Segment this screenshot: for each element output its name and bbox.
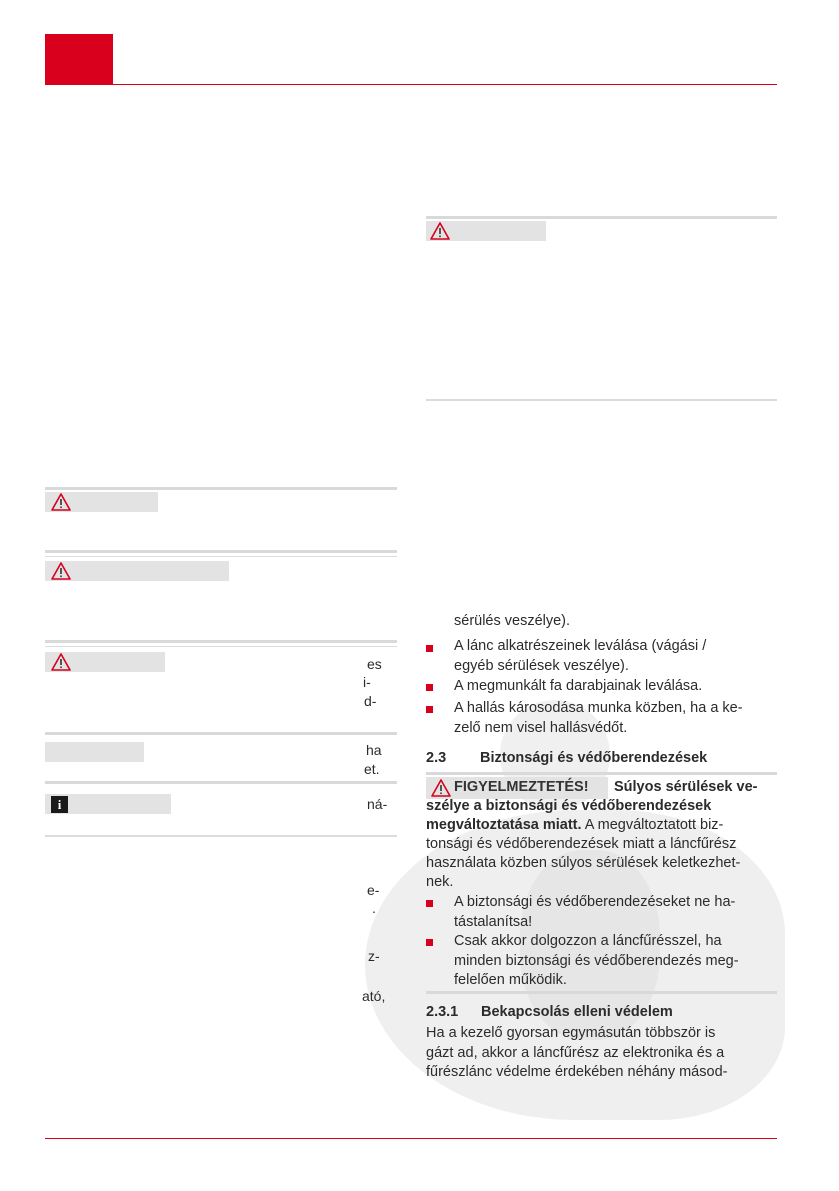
warning-normal-4: nek. bbox=[426, 874, 454, 890]
warning-triangle-icon bbox=[51, 493, 71, 511]
warning-triangle-icon bbox=[51, 653, 71, 671]
left-box4-label bbox=[45, 742, 144, 762]
paragraph-line: Ha a kezelő gyorsan egymásután többször is bbox=[426, 1025, 716, 1041]
left-box2-rule-thin bbox=[45, 556, 397, 557]
warning-box-bottom-rule bbox=[426, 399, 777, 401]
warning-normal-3: használata közben súlyos sérülések keletkezhet- bbox=[426, 855, 741, 871]
bullet-marker bbox=[426, 939, 433, 946]
info-icon: i bbox=[51, 796, 68, 813]
warning-bold-text-3: megváltoztatása miatt. bbox=[426, 817, 582, 833]
left-fragment: i- bbox=[363, 674, 371, 690]
bullet-text: A megmunkált fa darabjainak leválása. bbox=[454, 678, 703, 694]
bullet-marker bbox=[426, 684, 433, 691]
warning-triangle-icon bbox=[51, 562, 71, 580]
bullet-text: Csak akkor dolgozzon a láncfűrésszel, ha minden biztonsági és védőberendezés meg- felelően működik. bbox=[454, 933, 739, 988]
warning-rule-bottom bbox=[426, 991, 777, 994]
bullet-text: A hallás károsodása munka közben, ha a ke- zelő nem visel hallásvédőt. bbox=[454, 700, 743, 736]
left-fragment: z- bbox=[368, 948, 380, 964]
left-fragment: . bbox=[372, 900, 376, 916]
left-fragment: d- bbox=[364, 693, 377, 709]
bullet-marker bbox=[426, 706, 433, 713]
left-box5-bottom-rule bbox=[45, 835, 397, 837]
warning-bold-text-2: szélye a biztonsági és védőberendezések bbox=[426, 798, 712, 814]
bullet-marker bbox=[426, 900, 433, 907]
left-fragment: ató, bbox=[362, 988, 386, 1004]
left-fragment: e- bbox=[367, 882, 380, 898]
bullet-text: A biztonsági és védőberendezéseket ne ha- tástalanítsa! bbox=[454, 894, 736, 930]
section-number: 2.3 bbox=[426, 750, 447, 766]
warning-label-box bbox=[426, 221, 546, 241]
warning-bold-text: Súlyos sérülések ve- bbox=[614, 779, 758, 795]
warning-triangle-icon bbox=[431, 779, 451, 797]
bullet-marker bbox=[426, 645, 433, 652]
continued-line: sérülés veszélye). bbox=[454, 613, 571, 629]
left-fragment: ha bbox=[366, 742, 382, 758]
chapter-tab bbox=[45, 34, 113, 85]
header-rule bbox=[45, 84, 777, 85]
warning-normal-1: A megváltoztatott biz- bbox=[581, 817, 724, 833]
warning-rule-top bbox=[426, 772, 777, 775]
warning-label: FIGYELMEZTETÉS! bbox=[454, 779, 589, 795]
subsection-number: 2.3.1 bbox=[426, 1004, 459, 1020]
paragraph-line: gázt ad, akkor a láncfűrész az elektronika és a bbox=[426, 1045, 725, 1061]
left-fragment: et. bbox=[364, 761, 380, 777]
left-box1-label bbox=[45, 492, 158, 512]
section-title: Biztonsági és védőberendezések bbox=[480, 750, 708, 766]
left-fragment: ná- bbox=[367, 796, 388, 812]
bullet-text: A lánc alkatrészeinek leválása (vágási / egyéb sérülések veszélye). bbox=[454, 638, 707, 674]
left-box3-label bbox=[45, 652, 165, 672]
left-box1-rule bbox=[45, 487, 397, 490]
footer-rule bbox=[45, 1138, 777, 1139]
left-box3-rule bbox=[45, 640, 397, 643]
figyelmeztetes-label-box bbox=[426, 777, 608, 799]
subsection-title: Bekapcsolás elleni védelem bbox=[481, 1004, 673, 1020]
left-box4-rule bbox=[45, 732, 397, 735]
left-box5-rule bbox=[45, 781, 397, 784]
left-box5-label bbox=[45, 794, 171, 814]
left-box2-label bbox=[45, 561, 229, 581]
warning-box-top-rule bbox=[426, 216, 777, 219]
warning-line-3 bbox=[426, 816, 723, 836]
left-fragment: es bbox=[367, 656, 382, 672]
warning-normal-2: tonsági és védőberendezések miatt a láncfűrész bbox=[426, 836, 737, 852]
left-box3-rule-thin bbox=[45, 646, 397, 647]
left-box2-rule bbox=[45, 550, 397, 553]
paragraph-line: fűrészlánc védelme érdekében néhány másod- bbox=[426, 1064, 728, 1080]
warning-triangle-icon bbox=[430, 222, 450, 240]
